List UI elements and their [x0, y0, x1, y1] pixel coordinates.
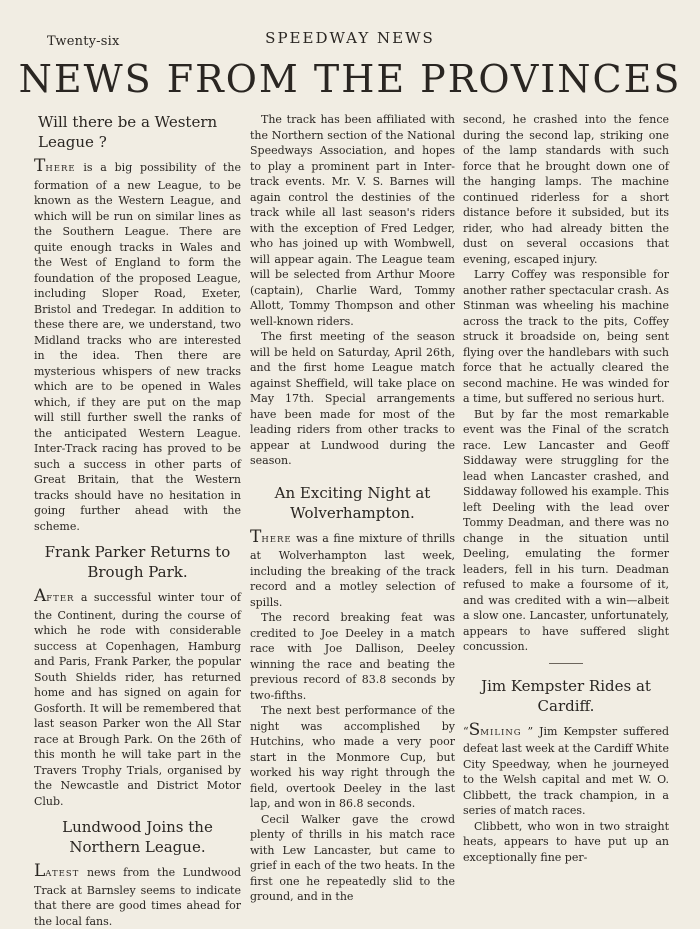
article-paragraph: The record breaking feat was credited to Joe Deeley in a match race with Joe Dallison, Deeley winning the race and beating the previous record of 83.8 seconds by two-fifths.: [250, 611, 455, 702]
article-paragraph: AFTER a successful winter tour of the Continent, during the course of which he rode with considerable success at Copenhagen, Hamburg and Paris, Frank Parker, the popular South Shields rider, has returned home and has signed on again for Gosforth. It will be remembered that last season Parker won the All Star race at Brough Park. On the 26th of this month he will take part in the Travers Trophy Trials, organised by the Newcastle and District Motor Club.: [34, 586, 241, 808]
article-paragraph: Cecil Walker gave the crowd plenty of thrills in his match race with Lew Lancaster, but came to grief in each of the two heats. In the first one he repeatedly slid to the ground, and in the: [250, 812, 455, 903]
article-heading-jim-kempster: Jim Kempster Rides at Cardiff.: [481, 676, 651, 715]
drop-cap: S: [468, 719, 481, 740]
article-paragraph: The track has been affiliated with the Northern section of the National Speedways Association, and hopes to play a prominent part in Inter-track events. Mr. V. S. Barnes will again control the destinies of the track while all last season's riders with the exception of Fred Ledger, who has joined up with Wombwell, will appear again. The League team will be selected from Arthur Moore (captain), Charlie Ward, Tommy Allott, Tommy Thompson and other well-known riders.: [250, 113, 455, 328]
column-1: [34, 112, 241, 929]
article-paragraph: “SMILING ” Jim Kempster suffered defeat last week at the Cardiff White City Speedway, when he journeyed to the Welsh capital and met W. O. Clibbett, the track champion, in a series of match races.: [463, 719, 670, 817]
drop-cap: T: [34, 156, 46, 176]
drop-cap: L: [34, 861, 46, 881]
article-heading-lundwood: Lundwood Joins the Northern League.: [62, 818, 213, 856]
article-paragraph: THERE was a fine mixture of thrills at Wolverhampton last week, including the breaking of the track record and a motley selection of spills.: [250, 526, 455, 609]
page-number: Twenty-six: [47, 34, 120, 49]
article-heading-frank-parker: Frank Parker Returns to Brough Park.: [44, 543, 231, 581]
publication-title: SPEEDWAY NEWS: [265, 29, 435, 47]
article-paragraph: second, he crashed into the fence during the second lap, striking one of the lamp standards with such force that he brought down one of the hanging lamps. The machine continued riderless for a short distance before it subsided, but its rider, who had already bitten the dust on several occasions that evening, escaped injury.: [463, 113, 669, 266]
drop-cap: A: [34, 586, 47, 606]
article-heading-wolverhampton: An Exciting Night at Wolverhampton.: [274, 483, 431, 522]
article-heading-western-league: Will there be a Western League ?: [38, 113, 218, 151]
article-paragraph: Clibbett, who won in two straight heats, appears to have put up an exceptionally fine per-: [463, 819, 669, 864]
section-divider: [549, 663, 583, 664]
article-paragraph: THERE is a big possibility of the formation of a new League, to be known as the Western League, and which will be run on similar lines as the Southern League. There are quite enough tracks in Wales and the West of England to form the foundation of the proposed League, including Sloper Road, Exeter, Bristol and Tredegar. In addition to these there are, we understand, two Midland tracks who are interested in the idea. Then there are mysterious whispers of new tracks which are to be opened in Wales which, if they are put on the map will still further swell the ranks of the anticipated Western League. Inter-Track racing has proved to be such a success in other parts of Great Britain, that the Western tracks should have no hesitation in going further ahead with the scheme.: [34, 156, 241, 533]
drop-cap: T: [250, 526, 262, 547]
article-paragraph: The next best performance of the night was accomplished by Hutchins, who made a very poor start in the Monmore Cup, but worked his way right through the field, overtook Deeley in the last lap, and won in 86.8 seconds.: [250, 704, 455, 810]
article-paragraph: The first meeting of the season will be held on Saturday, April 26th, and the first home League match against Sheffield, will take place on May 17th. Special arrangements have been made for most of the leading riders from other tracks to appear at Lundwood during the season.: [250, 330, 455, 467]
article-paragraph: Larry Coffey was responsible for another rather spectacular crash. As Stinman was wheeling his machine across the track to the pits, Coffey struck it broadside on, being sent flying over the handlebars with such force that he actually cleared the second machine. He was winded for a time, but suffered no serious hurt.: [463, 268, 669, 405]
article-paragraph: LATEST news from the Lundwood Track at Barnsley seems to indicate that there are good times ahead for the local fans.: [34, 861, 241, 928]
column-3: [463, 112, 669, 865]
column-2: [250, 112, 455, 905]
article-paragraph: But by far the most remarkable event was the Final of the scratch race. Lew Lancaster and Geoff Siddaway were struggling for the lead when Lancaster crashed, and Siddaway followed his example. This left Deeling with the lead over Tommy Deadman, and there was no change in the situation until Deeling, emulating the former leaders, fell in his turn. Deadman refused to make a foursome of it, and was credited with a win—albeit a slow one. Lancaster, unfortunately, appears to have suffered slight concussion.: [463, 407, 669, 653]
page-headline: NEWS FROM THE PROVINCES: [18, 57, 682, 101]
